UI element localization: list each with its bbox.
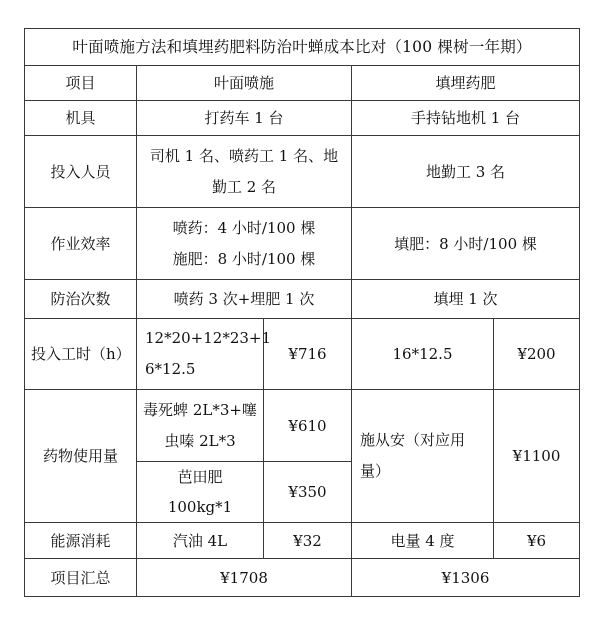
frequency-a: 喷药 3 次+埋肥 1 次 xyxy=(137,280,352,319)
chemicals-b xyxy=(352,390,494,523)
equipment-row xyxy=(25,101,580,136)
efficiency-b: 填肥：8 小时/100 棵 xyxy=(352,208,580,280)
chemicals-label: 药物使用量 xyxy=(25,390,137,523)
total-row xyxy=(25,559,580,597)
cost-comparison-table xyxy=(24,28,580,597)
staff-b: 地勤工 3 名 xyxy=(352,136,580,208)
total-label: 项目汇总 xyxy=(25,559,137,597)
staff-a xyxy=(137,136,352,208)
labor-hours-label: 投入工时（h） xyxy=(25,319,137,390)
header-method-a: 叶面喷施 xyxy=(137,66,352,101)
labor-hours-a-cost: ¥716 xyxy=(264,319,352,390)
staff-a-line1: 司机 1 名、喷药工 1 名、地 xyxy=(149,146,339,165)
total-a: ¥1708 xyxy=(137,559,352,597)
header-method-b: 填埋药肥 xyxy=(352,66,580,101)
chemicals-b-line1: 施从安（对应用 xyxy=(360,431,466,449)
efficiency-a xyxy=(137,208,352,280)
energy-a-cost: ¥32 xyxy=(264,523,352,559)
header-item: 项目 xyxy=(25,66,137,101)
efficiency-a-line2: 施肥：8 小时/100 棵 xyxy=(172,249,316,268)
equipment-b: 手持钻地机 1 台 xyxy=(352,101,580,136)
chemicals-row-1 xyxy=(25,390,580,462)
efficiency-label: 作业效率 xyxy=(25,208,137,280)
energy-b-cost: ¥6 xyxy=(494,523,580,559)
total-b: ¥1306 xyxy=(352,559,580,597)
chemicals-a1 xyxy=(137,390,264,462)
chemicals-b-cost: ¥1100 xyxy=(494,390,580,523)
staff-a-line2: 勤工 2 名 xyxy=(211,177,277,196)
equipment-a: 打药车 1 台 xyxy=(137,101,352,136)
labor-hours-b-cost: ¥200 xyxy=(494,319,580,390)
energy-row xyxy=(25,523,580,559)
labor-hours-row xyxy=(25,319,580,390)
frequency-b: 填埋 1 次 xyxy=(352,280,580,319)
labor-hours-a-formula xyxy=(137,319,272,390)
labor-hours-a-formula-line2: 6*12.5 xyxy=(145,360,196,378)
staff-label: 投入人员 xyxy=(25,136,137,208)
energy-b: 电量 4 度 xyxy=(352,523,494,559)
staff-row xyxy=(25,136,580,208)
chemicals-a1-line1: 毒死蜱 2L*3+噻 xyxy=(143,400,257,419)
efficiency-a-line1: 喷药：4 小时/100 棵 xyxy=(172,218,316,237)
chemicals-a2: 芭田肥 100kg*1 xyxy=(137,462,264,523)
frequency-row xyxy=(25,280,580,319)
energy-a: 汽油 4L xyxy=(137,523,264,559)
labor-hours-b-formula: 16*12.5 xyxy=(352,319,494,390)
chemicals-a2-cost: ¥350 xyxy=(264,462,352,523)
chemicals-a1-line2: 虫嗪 2L*3 xyxy=(164,431,236,450)
table-title: 叶面喷施方法和填埋药肥料防治叶蝉成本比对（100 棵树一年期） xyxy=(25,29,580,66)
chemicals-a1-cost: ¥610 xyxy=(264,390,352,462)
labor-hours-a-formula-line1: 12*20+12*23+1 xyxy=(145,329,272,347)
chemicals-b-line2: 量） xyxy=(360,462,391,480)
title-row xyxy=(25,29,580,66)
header-row xyxy=(25,66,580,101)
equipment-label: 机具 xyxy=(25,101,137,136)
efficiency-row xyxy=(25,208,580,280)
frequency-label: 防治次数 xyxy=(25,280,137,319)
energy-label: 能源消耗 xyxy=(25,523,137,559)
